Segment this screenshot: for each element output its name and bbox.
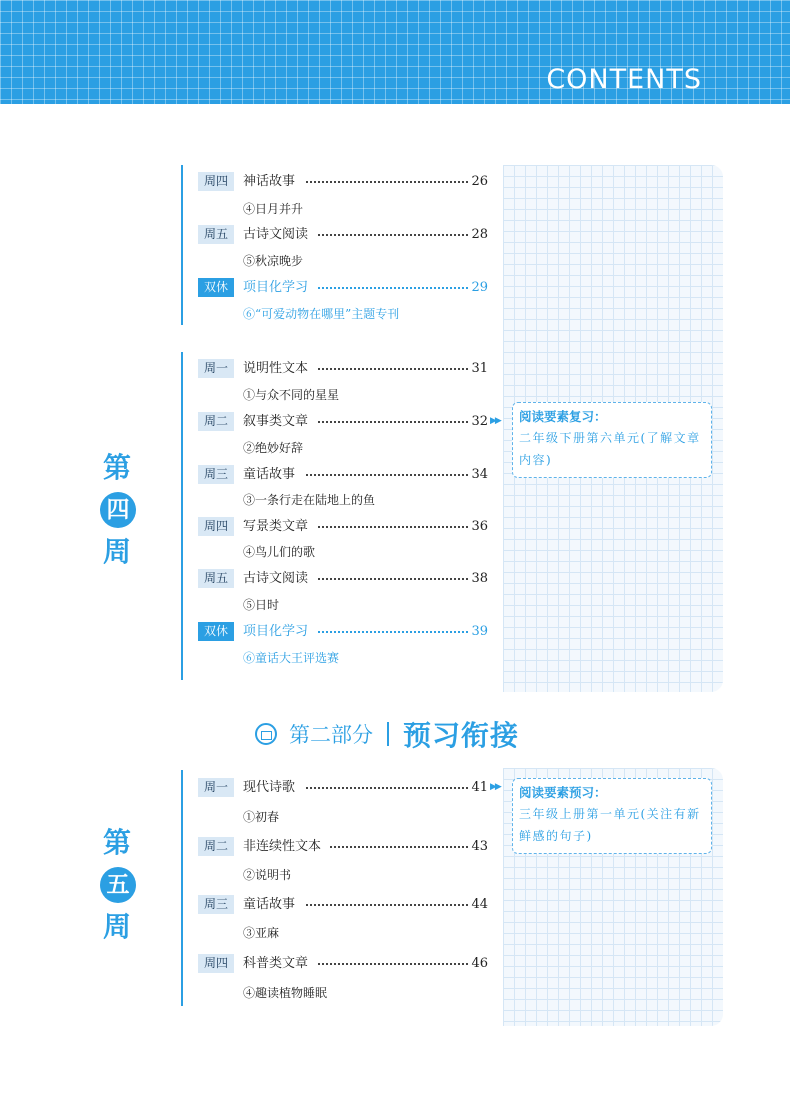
callout-heading: 阅读要素复习： xyxy=(519,409,607,424)
leader-dots xyxy=(318,234,468,236)
page-number: 28 xyxy=(471,227,488,242)
leader-dots xyxy=(306,474,468,476)
section-line-week4 xyxy=(181,352,183,680)
part-name: 预习衔接 xyxy=(403,719,520,752)
entry-subtitle[interactable]: ⑥童话大王评选赛 xyxy=(243,651,340,665)
day-badge: 周二 xyxy=(198,837,234,856)
leader-dots xyxy=(318,631,468,633)
day-badge: 周四 xyxy=(198,172,234,191)
week-label-bottom: 周 xyxy=(102,910,131,943)
part-divider xyxy=(387,722,389,746)
entry-subtitle[interactable]: ⑤日时 xyxy=(243,598,280,612)
entry-title: 项目化学习 xyxy=(243,280,309,295)
toc-row[interactable] xyxy=(198,358,488,380)
entry-subtitle[interactable]: ③亚麻 xyxy=(243,926,280,940)
leader-dots xyxy=(318,421,468,423)
entry-title: 神话故事 xyxy=(243,174,296,189)
week4-label xyxy=(100,448,134,572)
callout-body: 三年级上册第一单元(关注有新鲜感的句子) xyxy=(519,807,701,843)
entry-subtitle[interactable]: ④日月并升 xyxy=(243,202,304,216)
preview-callout xyxy=(512,778,712,854)
page-number: 38 xyxy=(471,571,488,586)
page-number: 36 xyxy=(471,519,488,534)
day-badge: 周一 xyxy=(198,778,234,797)
toc-row[interactable] xyxy=(198,777,488,799)
week-label-top: 第 xyxy=(102,826,131,859)
header-banner xyxy=(0,0,790,104)
week-number-circle: 五 xyxy=(100,867,136,903)
page-number: 31 xyxy=(471,361,488,376)
page-number: 43 xyxy=(471,839,488,854)
entry-title: 非连续性文本 xyxy=(243,839,322,854)
day-badge: 周二 xyxy=(198,412,234,431)
day-badge: 双休 xyxy=(198,622,234,641)
section-line-a xyxy=(181,165,183,325)
page-number: 32 xyxy=(471,414,488,429)
page-number: 39 xyxy=(471,624,488,639)
page-number: 41 xyxy=(471,780,488,795)
entry-title: 叙事类文章 xyxy=(243,414,309,429)
day-badge: 周三 xyxy=(198,895,234,914)
leader-dots xyxy=(318,287,468,289)
double-triangle-right-icon: ▶▶ xyxy=(490,416,500,426)
toc-row[interactable] xyxy=(198,464,488,486)
entry-subtitle[interactable]: ④趣读植物睡眠 xyxy=(243,986,328,1000)
review-callout xyxy=(512,402,712,478)
entry-title: 童话故事 xyxy=(243,467,296,482)
leader-dots xyxy=(306,904,468,906)
toc-row-project[interactable] xyxy=(198,277,488,299)
toc-row[interactable] xyxy=(198,224,488,246)
entry-title: 项目化学习 xyxy=(243,624,309,639)
toc-row[interactable] xyxy=(198,171,488,193)
entry-subtitle[interactable]: ⑥“可爱动物在哪里”主题专刊 xyxy=(243,307,400,321)
toc-row[interactable] xyxy=(198,411,488,433)
page-number: 26 xyxy=(471,174,488,189)
leader-dots xyxy=(318,963,468,965)
entry-subtitle[interactable]: ③一条行走在陆地上的鱼 xyxy=(243,493,376,507)
entry-title: 古诗文阅读 xyxy=(243,227,309,242)
day-badge: 周四 xyxy=(198,517,234,536)
book-icon xyxy=(255,723,277,745)
section-line-week5 xyxy=(181,770,183,1006)
week-label-top: 第 xyxy=(102,451,131,484)
entry-subtitle[interactable]: ④鸟儿们的歌 xyxy=(243,545,316,559)
entry-subtitle[interactable]: ②绝妙好辞 xyxy=(243,441,304,455)
entry-title: 童话故事 xyxy=(243,897,296,912)
toc-row-project[interactable] xyxy=(198,621,488,643)
day-badge: 周三 xyxy=(198,465,234,484)
leader-dots xyxy=(306,181,468,183)
leader-dots xyxy=(318,368,468,370)
page-number: 44 xyxy=(471,897,488,912)
part-header xyxy=(255,714,519,754)
double-triangle-right-icon: ▶▶ xyxy=(490,782,500,792)
entry-title: 说明性文本 xyxy=(243,361,309,376)
day-badge: 周五 xyxy=(198,225,234,244)
callout-body: 二年级下册第六单元(了解文章内容) xyxy=(519,431,701,467)
contents-title: CONTENTS xyxy=(546,64,702,95)
page-number: 46 xyxy=(471,956,488,971)
entry-title: 古诗文阅读 xyxy=(243,571,309,586)
toc-row[interactable] xyxy=(198,894,488,916)
week-label-bottom: 周 xyxy=(102,535,131,568)
toc-row[interactable] xyxy=(198,516,488,538)
toc-row[interactable] xyxy=(198,953,488,975)
leader-dots xyxy=(318,526,468,528)
day-badge: 周四 xyxy=(198,954,234,973)
entry-subtitle[interactable]: ⑤秋凉晚步 xyxy=(243,254,304,268)
entry-subtitle[interactable]: ②说明书 xyxy=(243,868,292,882)
day-badge: 周五 xyxy=(198,569,234,588)
leader-dots xyxy=(330,846,468,848)
toc-row[interactable] xyxy=(198,836,488,858)
entry-title: 现代诗歌 xyxy=(243,780,296,795)
entry-subtitle[interactable]: ①与众不同的星星 xyxy=(243,388,340,402)
part-label: 第二部分 xyxy=(289,723,373,747)
week5-label xyxy=(100,823,134,947)
entry-title: 写景类文章 xyxy=(243,519,309,534)
leader-dots xyxy=(306,787,468,789)
entry-title: 科普类文章 xyxy=(243,956,309,971)
day-badge: 双休 xyxy=(198,278,234,297)
day-badge: 周一 xyxy=(198,359,234,378)
entry-subtitle[interactable]: ①初春 xyxy=(243,810,280,824)
page-number: 29 xyxy=(471,280,488,295)
leader-dots xyxy=(318,578,468,580)
callout-heading: 阅读要素预习： xyxy=(519,785,607,800)
toc-row[interactable] xyxy=(198,568,488,590)
page-number: 34 xyxy=(471,467,488,482)
week-number-circle: 四 xyxy=(100,492,136,528)
